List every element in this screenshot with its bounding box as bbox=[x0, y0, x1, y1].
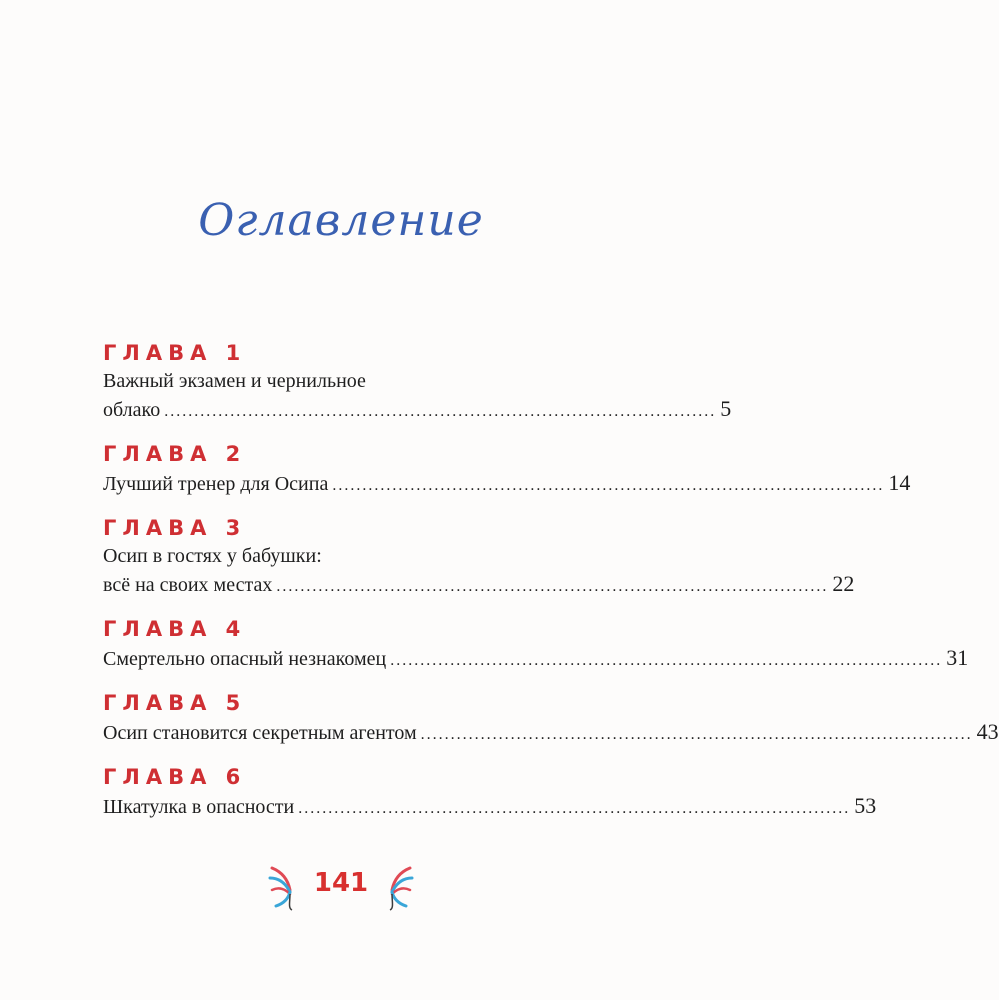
leader-dots: ............................................................................................ bbox=[276, 578, 829, 595]
chapter-page-number: 43 bbox=[976, 719, 999, 744]
leader-dots: ............................................................................................ bbox=[164, 403, 717, 420]
chapter-label: ГЛАВА 1 bbox=[103, 341, 247, 365]
chapter-title-text: облако bbox=[103, 399, 161, 421]
chapter-5[interactable] bbox=[103, 688, 999, 745]
chapter-title-last-line bbox=[103, 644, 969, 671]
chapter-6[interactable] bbox=[103, 762, 877, 819]
chapter-2[interactable] bbox=[103, 439, 911, 496]
page-title: Оглавление bbox=[198, 195, 484, 246]
leader-dots: ............................................................................................ bbox=[332, 477, 885, 494]
leader-dots: ............................................................................................ bbox=[420, 726, 973, 743]
chapter-title-last-line bbox=[103, 469, 911, 496]
chapter-title-text: всё на своих местах bbox=[103, 574, 273, 596]
chapter-title-text: Смертельно опасный незнакомец bbox=[103, 648, 387, 670]
chapter-title-last-line bbox=[103, 395, 732, 422]
chapter-title-last-line bbox=[103, 570, 855, 597]
leader-dots: ............................................................................................ bbox=[390, 652, 943, 669]
chapter-title-line: Важный экзамен и чернильное bbox=[103, 370, 366, 392]
chapter-page-number: 22 bbox=[832, 571, 855, 596]
table-of-contents bbox=[103, 338, 999, 819]
chapter-title-text: Шкатулка в опасности bbox=[103, 796, 295, 818]
chapter-title-line: Осип в гостях у бабушки: bbox=[103, 545, 322, 567]
chapter-page-number: 53 bbox=[854, 793, 877, 818]
chapter-title-text: Осип становится секретным агентом bbox=[103, 722, 417, 744]
chapter-label: ГЛАВА 6 bbox=[103, 765, 247, 789]
chapter-title-last-line bbox=[103, 718, 999, 745]
chapter-3[interactable] bbox=[103, 513, 855, 597]
chapter-label: ГЛАВА 2 bbox=[103, 442, 247, 466]
chapter-label: ГЛАВА 3 bbox=[103, 516, 247, 540]
chapter-page-number: 31 bbox=[946, 645, 969, 670]
leader-dots: ............................................................................................ bbox=[298, 800, 851, 817]
chapter-label: ГЛАВА 5 bbox=[103, 691, 247, 715]
page-number: 141 bbox=[313, 868, 369, 898]
chapter-title-last-line bbox=[103, 792, 877, 819]
chapter-title-text: Лучший тренер для Осипа bbox=[103, 473, 329, 495]
chapter-label: ГЛАВА 4 bbox=[103, 617, 247, 641]
chapter-page-number: 5 bbox=[720, 396, 732, 421]
ornament-right-icon bbox=[384, 862, 414, 912]
chapter-1[interactable] bbox=[103, 338, 732, 422]
page-footer bbox=[0, 862, 682, 912]
chapter-4[interactable] bbox=[103, 614, 969, 671]
chapter-page-number: 14 bbox=[888, 470, 911, 495]
